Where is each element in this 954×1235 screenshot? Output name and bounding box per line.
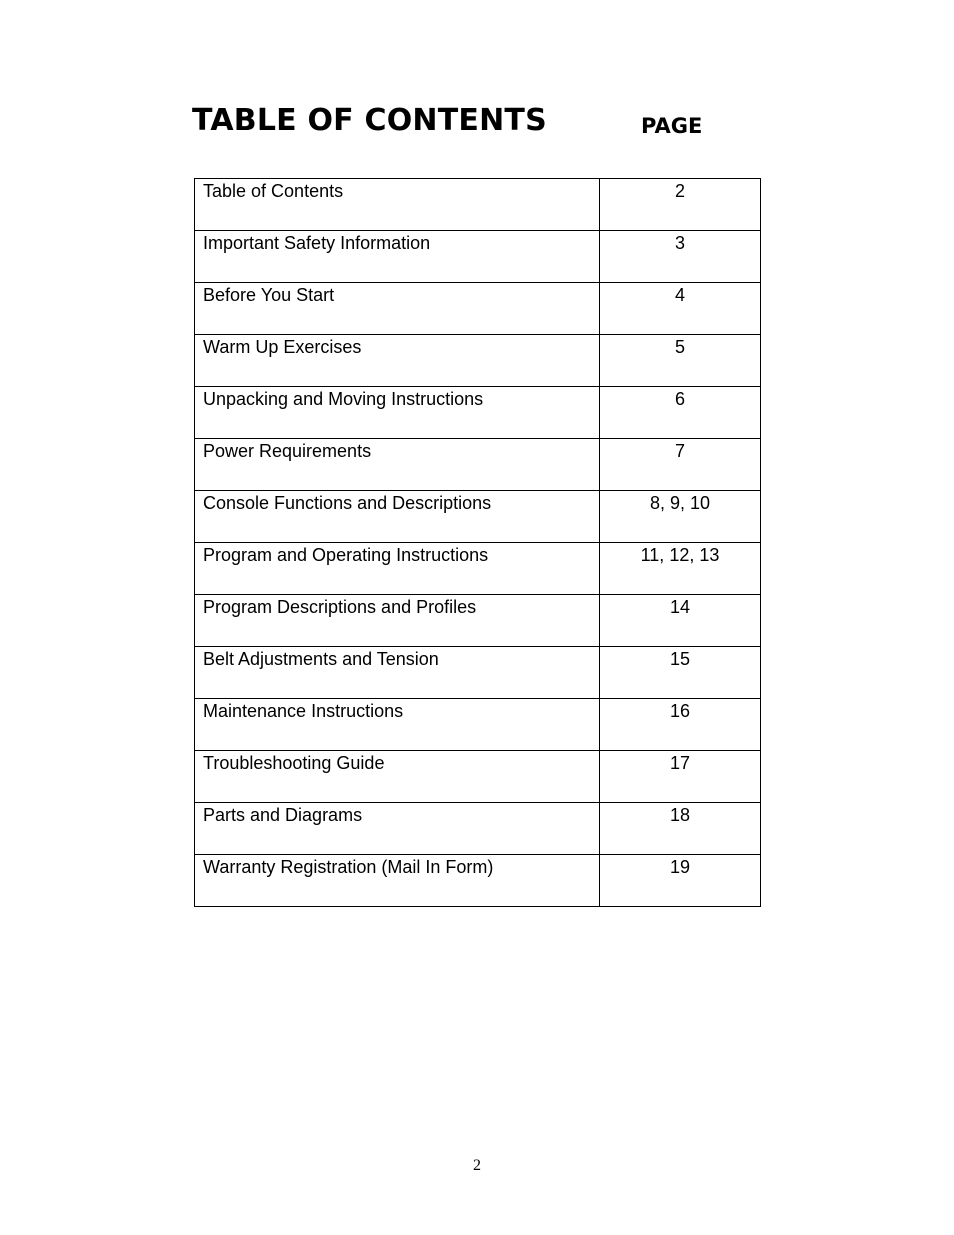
toc-entry-title: Warm Up Exercises (195, 335, 600, 387)
toc-row (195, 231, 761, 283)
toc-entry-title: Program and Operating Instructions (195, 543, 600, 595)
toc-row (195, 751, 761, 803)
toc-entry-title: Maintenance Instructions (195, 699, 600, 751)
toc-row (195, 335, 761, 387)
toc-row (195, 647, 761, 699)
toc-entry-title: Important Safety Information (195, 231, 600, 283)
toc-entry-page: 16 (600, 699, 761, 751)
toc-entry-page: 8, 9, 10 (600, 491, 761, 543)
toc-entry-page: 15 (600, 647, 761, 699)
toc-row (195, 699, 761, 751)
toc-entry-title: Unpacking and Moving Instructions (195, 387, 600, 439)
toc-entry-page: 6 (600, 387, 761, 439)
toc-row (195, 179, 761, 231)
toc-entry-title: Console Functions and Descriptions (195, 491, 600, 543)
toc-entry-page: 17 (600, 751, 761, 803)
toc-entry-title: Power Requirements (195, 439, 600, 491)
toc-row (195, 543, 761, 595)
toc-row (195, 803, 761, 855)
toc-entry-title: Before You Start (195, 283, 600, 335)
toc-entry-title: Troubleshooting Guide (195, 751, 600, 803)
page-title: TABLE OF CONTENTS (192, 103, 547, 138)
toc-entry-title: Belt Adjustments and Tension (195, 647, 600, 699)
toc-row (195, 855, 761, 907)
toc-row (195, 439, 761, 491)
toc-entry-page: 19 (600, 855, 761, 907)
toc-entry-page: 7 (600, 439, 761, 491)
toc-row (195, 283, 761, 335)
toc-entry-page: 11, 12, 13 (600, 543, 761, 595)
toc-entry-title: Warranty Registration (Mail In Form) (195, 855, 600, 907)
toc-row (195, 491, 761, 543)
toc-entry-page: 3 (600, 231, 761, 283)
page-column-heading: PAGE (641, 114, 703, 138)
toc-entry-page: 18 (600, 803, 761, 855)
toc-entry-page: 5 (600, 335, 761, 387)
toc-table (194, 178, 761, 907)
toc-row (195, 595, 761, 647)
toc-entry-page: 4 (600, 283, 761, 335)
toc-row (195, 387, 761, 439)
toc-entry-title: Program Descriptions and Profiles (195, 595, 600, 647)
toc-entry-title: Parts and Diagrams (195, 803, 600, 855)
toc-entry-page: 14 (600, 595, 761, 647)
toc-entry-page: 2 (600, 179, 761, 231)
toc-entry-title: Table of Contents (195, 179, 600, 231)
footer-page-number: 2 (473, 1157, 481, 1174)
